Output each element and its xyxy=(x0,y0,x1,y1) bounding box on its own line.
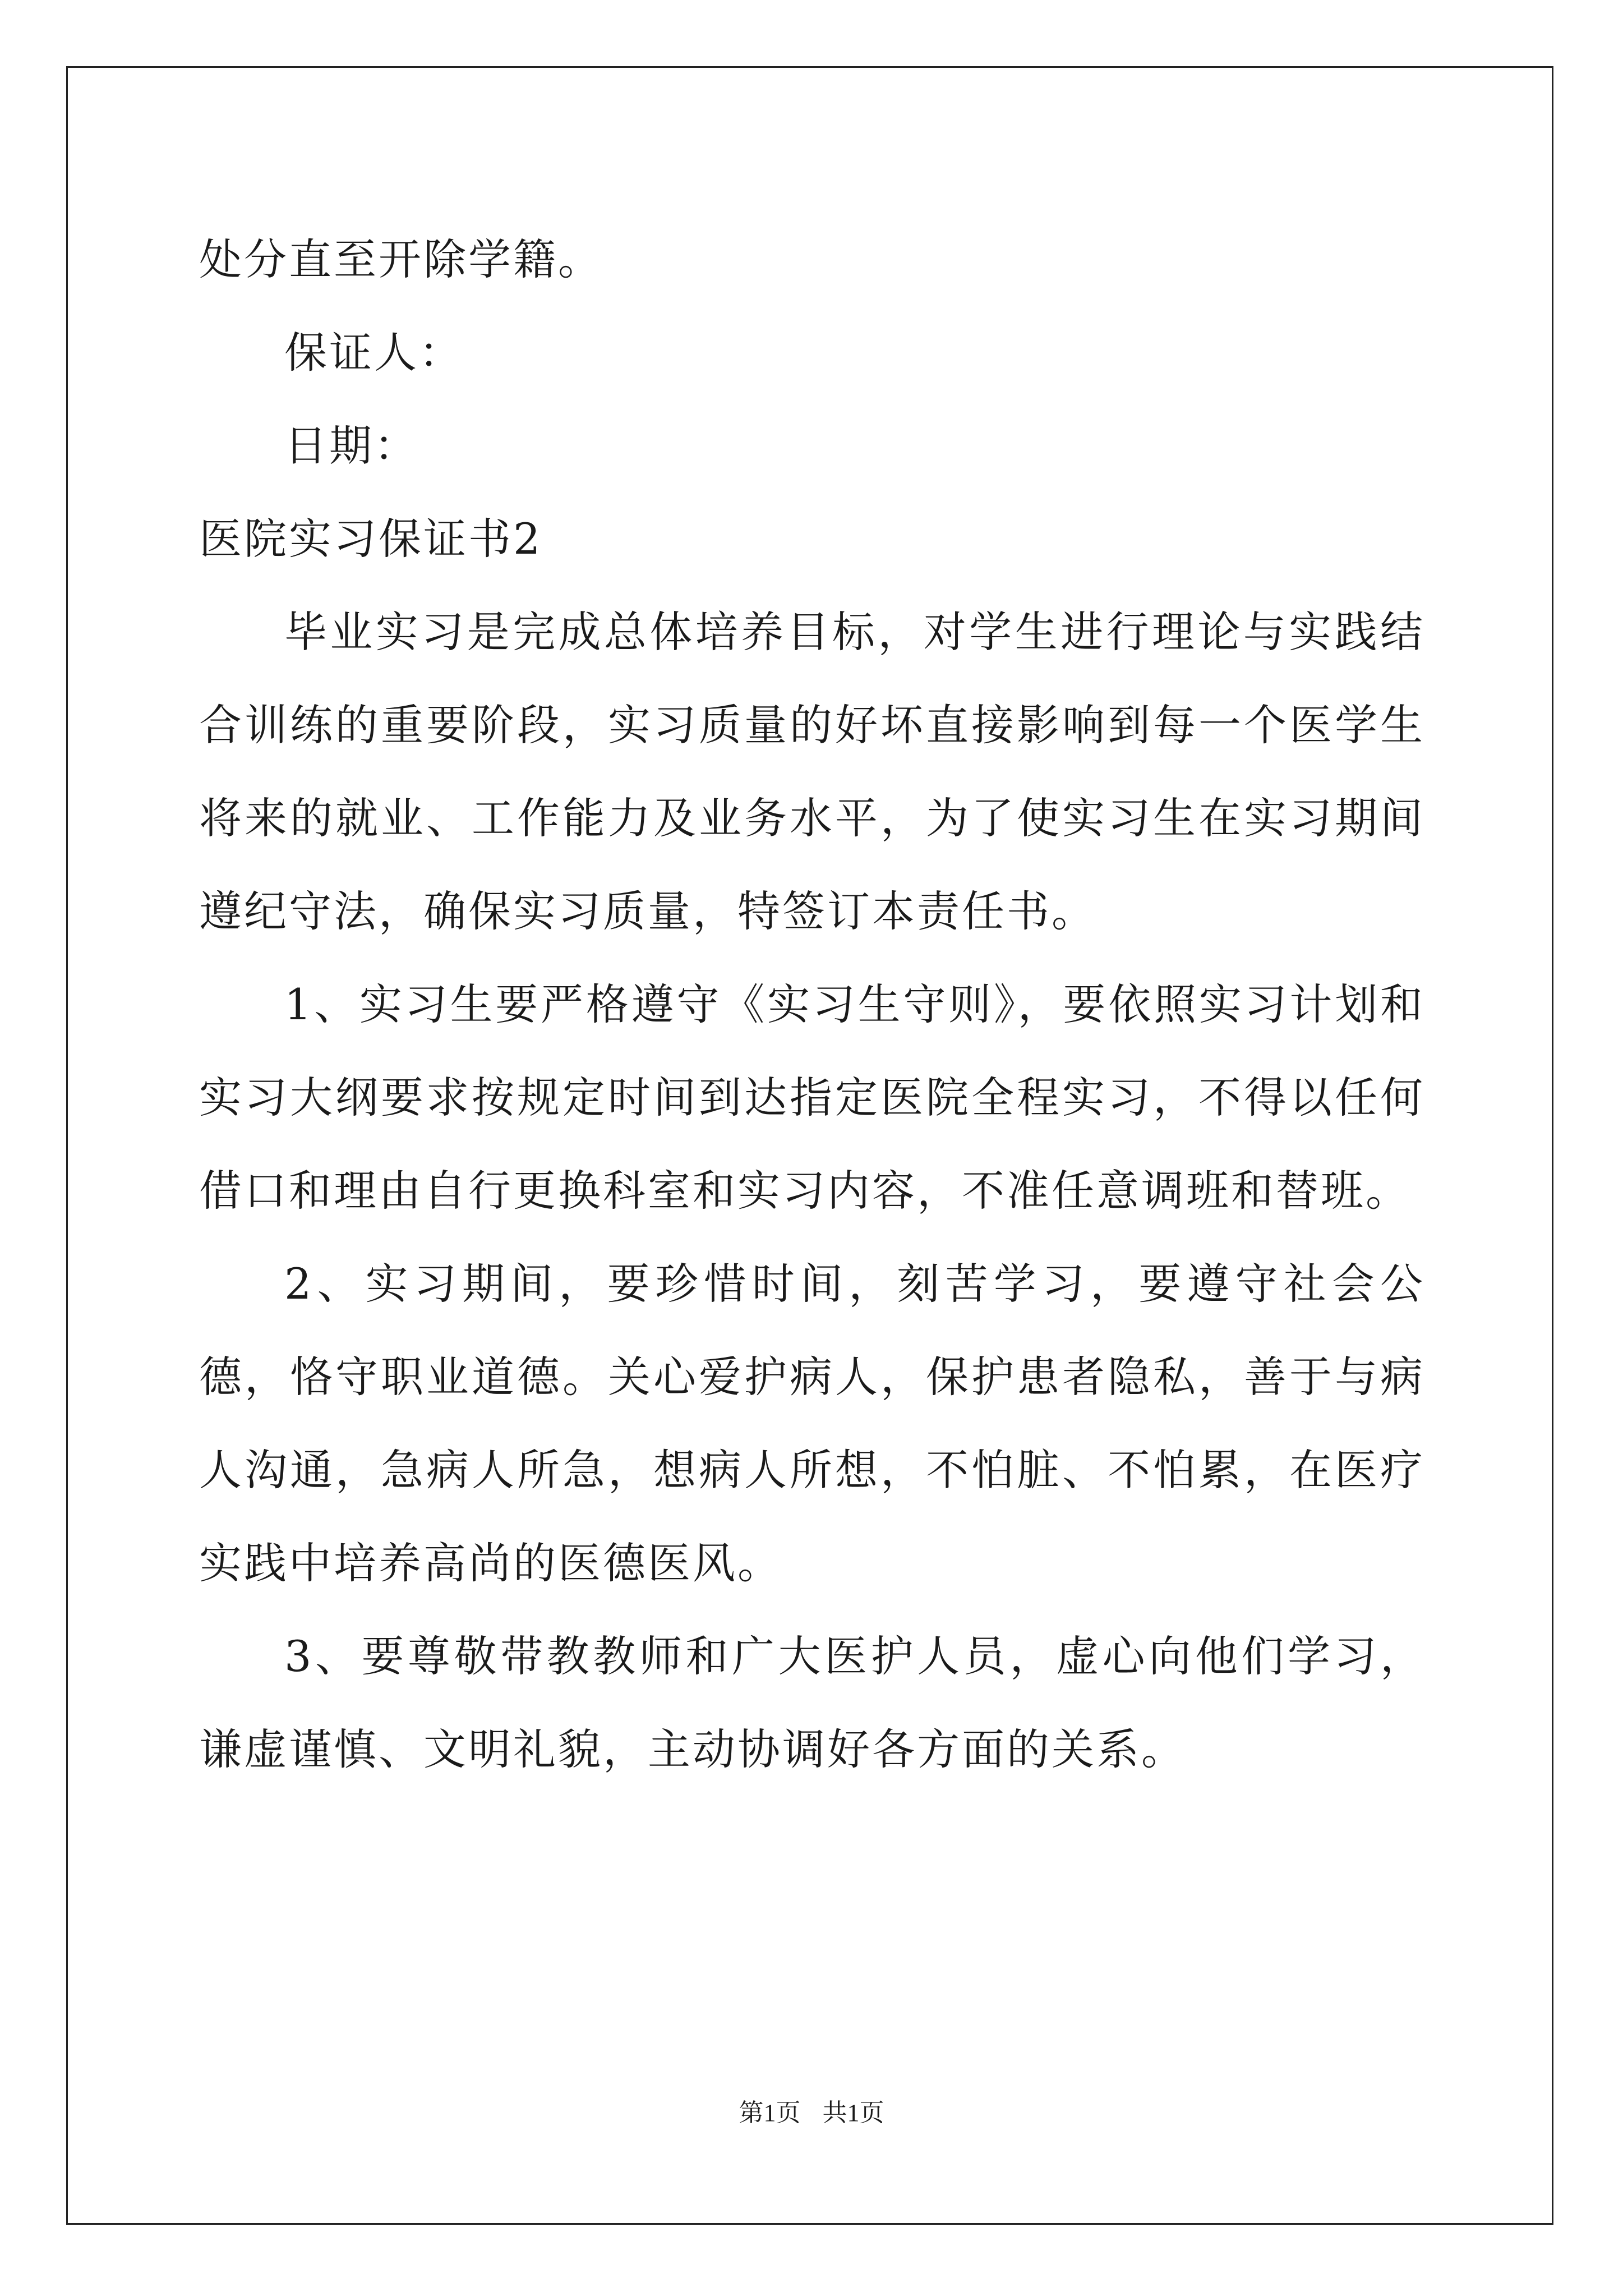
section-title: 医院实习保证书2 xyxy=(199,514,543,564)
paragraph-intro: 毕业实习是完成总体培养目标，对学生进行理论与实践结合训练的重要阶段，实习质量的好坏直接影响到每一个医学生将来的就业、工作能力及业务水平，为了使实习生在实习期间遵纪守法，确保实习质量，特签订本责任书。 xyxy=(199,607,1425,936)
date-line: 日期： xyxy=(284,421,419,471)
paragraph-item-1: 1、实习生要严格遵守《实习生守则》，要依照实习计划和实习大纲要求按规定时间到达指定医院全程实习，不得以任何借口和理由自行更换科室和实习内容，不准任意调班和替班。 xyxy=(199,979,1425,1216)
guarantor-line: 保证人： xyxy=(284,328,464,378)
paragraph-item-3: 3、要尊敬带教教师和广大医护人员，虚心向他们学习，谦虚谨慎、文明礼貌，主动协调好各方面的关系。 xyxy=(199,1631,1425,1774)
document-body xyxy=(199,213,1425,1796)
paragraph-item-2: 2、实习期间，要珍惜时间，刻苦学习，要遵守社会公德，恪守职业道德。关心爱护病人，保护患者隐私，善于与病人沟通，急病人所急，想病人所想，不怕脏、不怕累，在医疗实践中培养高尚的医德医风。 xyxy=(199,1259,1425,1588)
page-footer xyxy=(0,2092,1623,2128)
paragraph-ending: 处分直至开除学籍。 xyxy=(199,234,603,284)
page-number: 第1页 xyxy=(739,2099,801,2127)
page-total: 共1页 xyxy=(822,2099,884,2127)
